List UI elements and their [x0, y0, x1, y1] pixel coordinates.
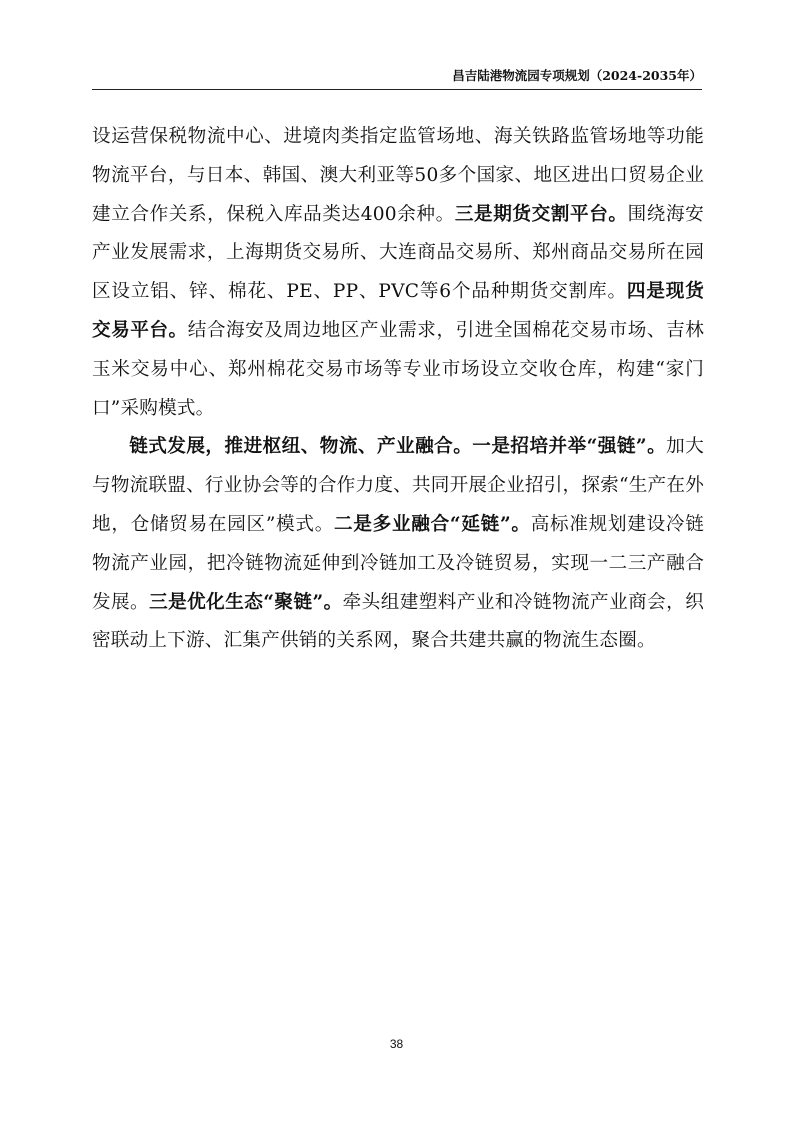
paragraph-text: 加大与物流联盟、行业协会等的合作力度、共同开展企业招引，探索“生产在外地，仓储贸易在园区”模式。	[92, 436, 704, 535]
paragraph-chain-development	[92, 428, 704, 661]
paragraph-text: 结合海安及周边地区产业需求，引进全国棉花交易市场、吉林玉米交易中心、郑州棉花交易市场等专业市场设立交收仓库，构建“家门口”采购模式。	[92, 319, 704, 419]
document-body	[92, 118, 704, 661]
paragraph-text: 围绕海安产业发展需求，上海期货交易所、大连商品交易所、郑州商品交易所在园区设立铝、锌、棉花、PE、PP、PVC等6个品种期货交割库。	[92, 203, 704, 303]
page-number-text: 38	[389, 1037, 404, 1051]
paragraph-platforms	[92, 118, 704, 428]
page-number	[0, 1037, 793, 1051]
heading-gather-chain: 三是优化生态“聚链”。	[149, 591, 343, 613]
heading-chain-development: 链式发展，推进枢纽、物流、产业融合。一是招培并举“强链”。	[129, 436, 667, 458]
paragraph-text: 牵头组建塑料产业和冷链物流产业商会，织密联动上下游、汇集产供销的关系网，聚合共建共赢的物流生态圈。	[92, 591, 704, 652]
paragraph-text: 高标准规划建设冷链物流产业园，把冷链物流延伸到冷链加工及冷链贸易，实现一二三产融合发展。	[92, 513, 704, 613]
heading-spot-platform: 四是现货交易平台。	[92, 281, 704, 341]
header-title: 昌吉陆港物流园专项规划（2024-2035年）	[452, 68, 702, 83]
heading-futures-platform: 三是期货交割平台。	[454, 203, 628, 225]
page-header	[92, 66, 702, 90]
paragraph-text: 设运营保税物流中心、进境肉类指定监管场地、海关铁路监管场地等功能物流平台，与日本、韩国、澳大利亚等50多个国家、地区进出口贸易企业建立合作关系，保税入库品类达400余种。	[92, 126, 704, 225]
heading-extend-chain: 二是多业融合“延链”。	[334, 513, 531, 535]
